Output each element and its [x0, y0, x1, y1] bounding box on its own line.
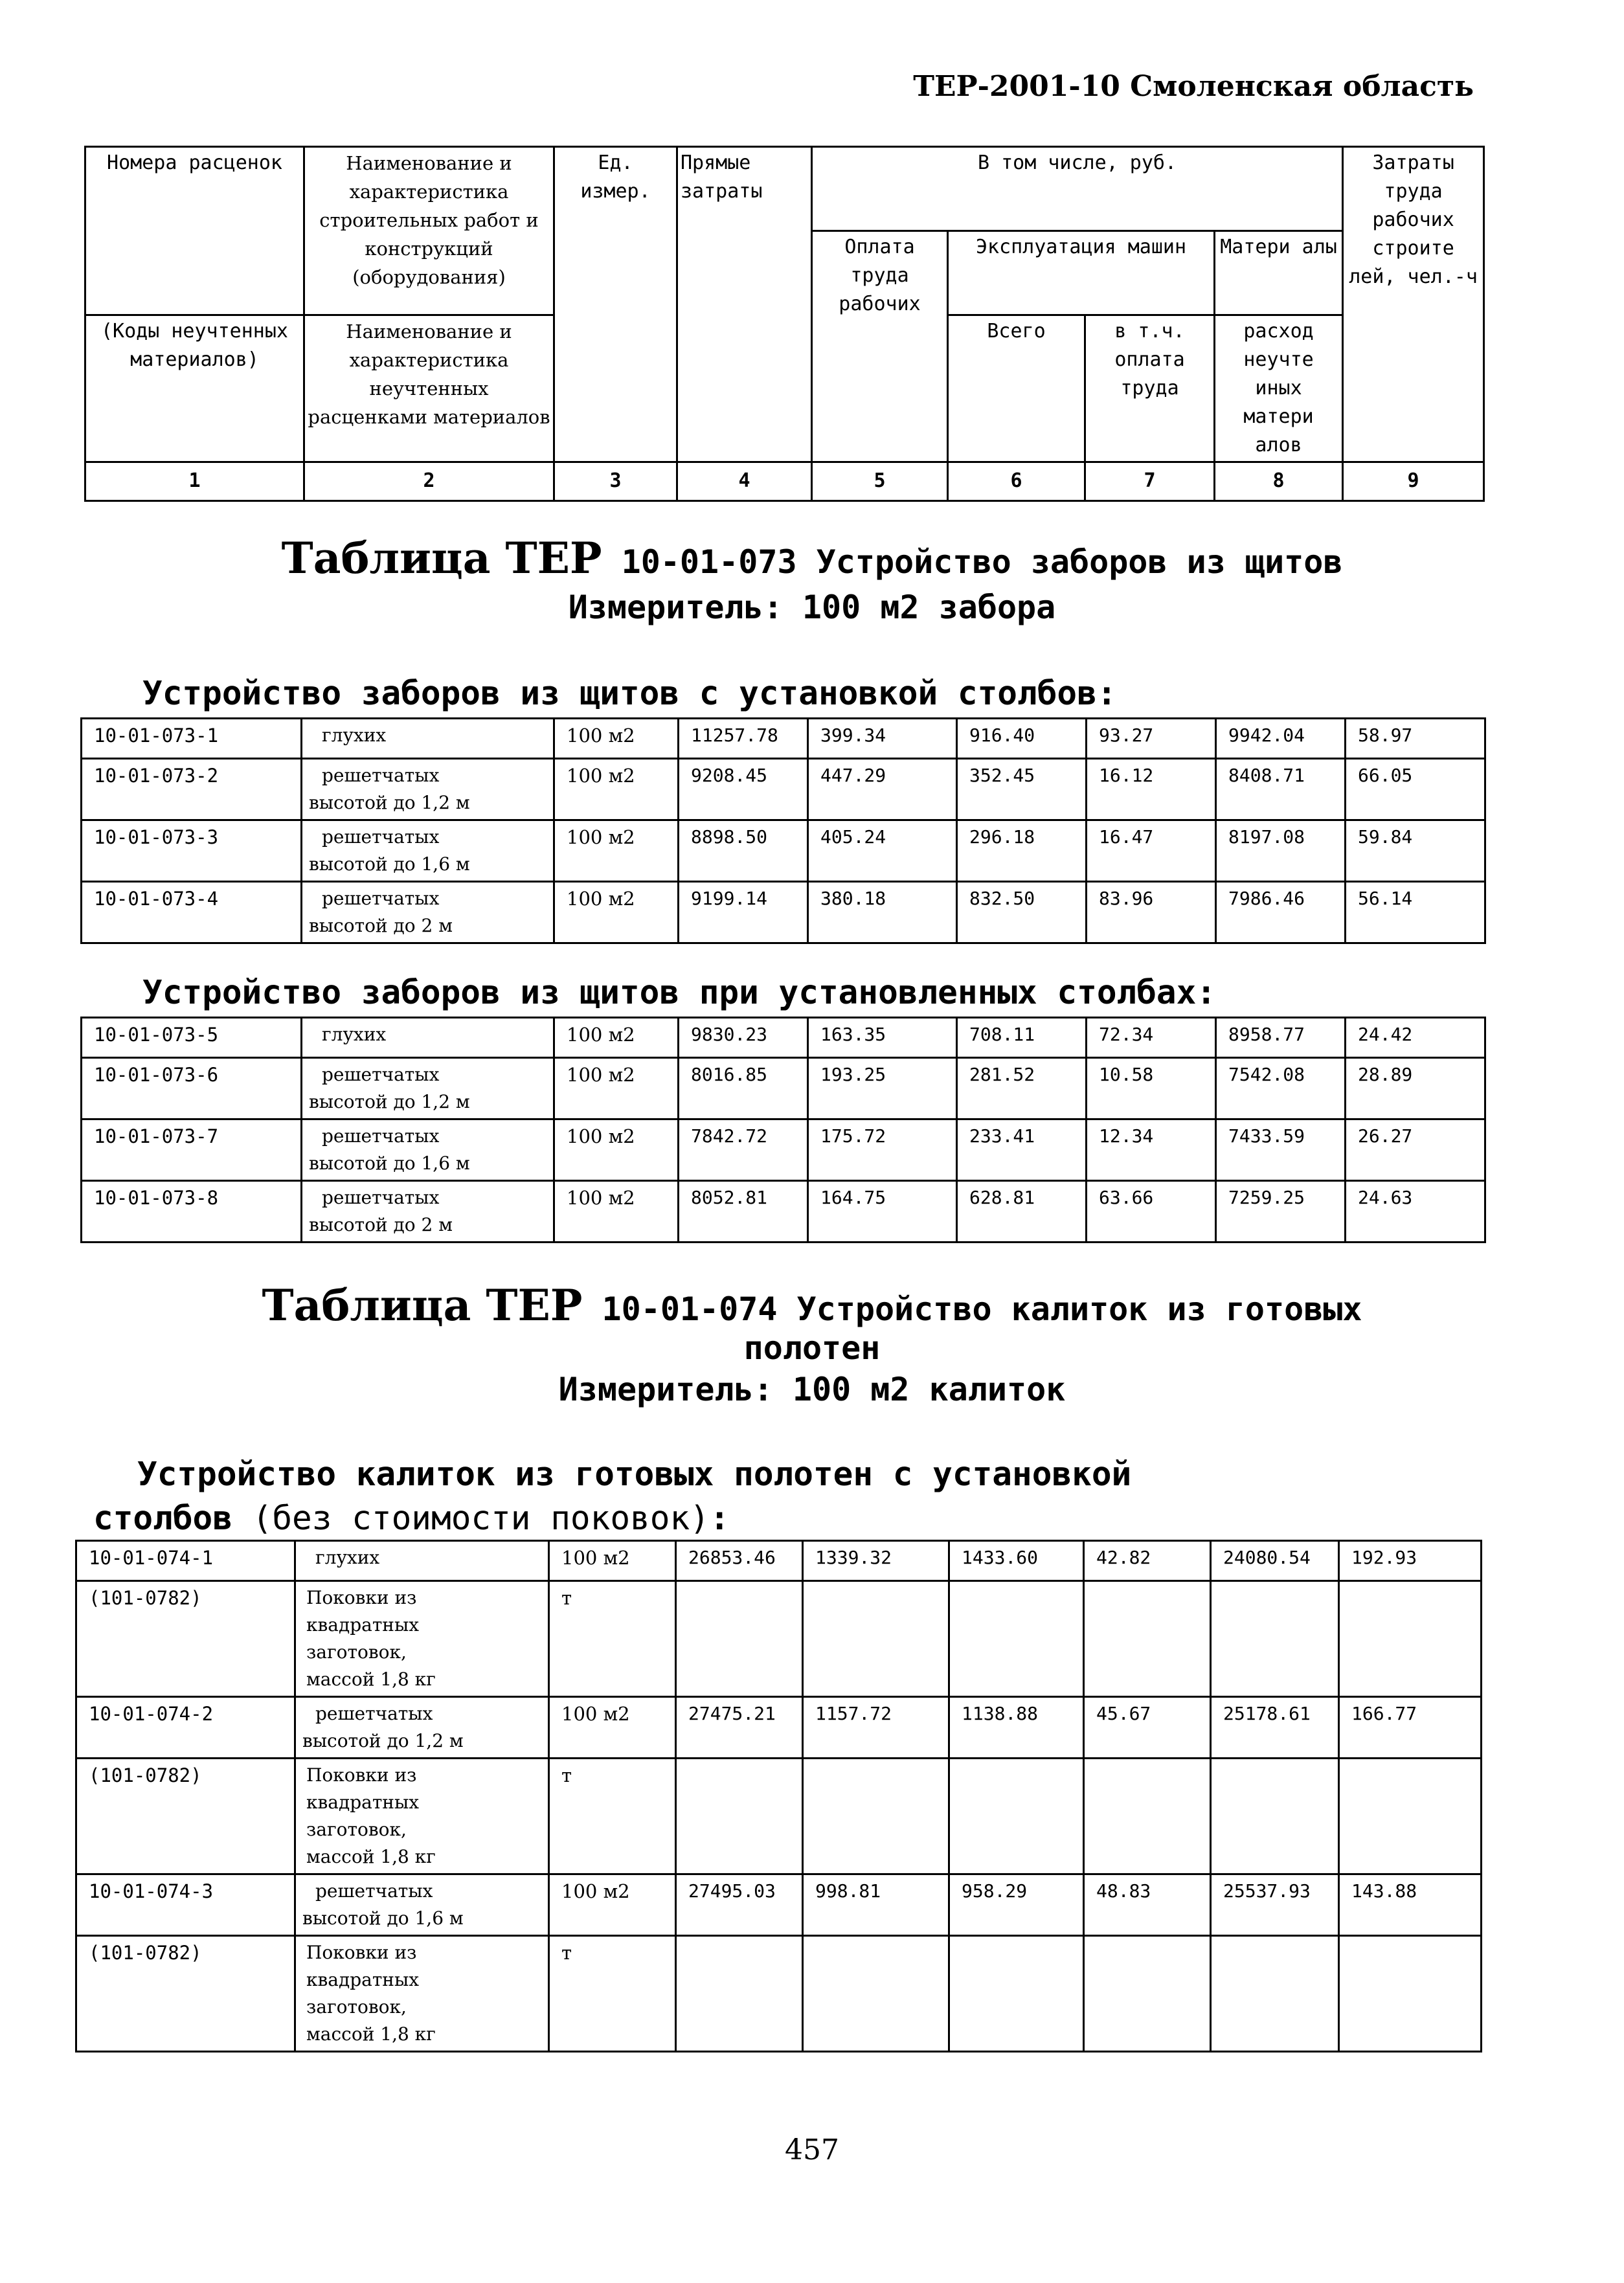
work-name: [302, 759, 554, 820]
machines-total-header: Всего: [948, 315, 1085, 462]
work-name-line: высотой до 1,2 м: [309, 792, 470, 813]
work-name-line: заготовок,: [306, 1819, 407, 1840]
value-cell: 958.29: [949, 1874, 1084, 1936]
value-cell: 175.72: [808, 1119, 957, 1181]
table-row: [82, 820, 1485, 882]
value-cell: 56.14: [1346, 882, 1485, 943]
work-name: [295, 1759, 549, 1874]
value-cell: 164.75: [808, 1181, 957, 1243]
value-cell: 8408.71: [1216, 759, 1346, 820]
unit: 100 м2: [549, 1874, 676, 1936]
work-name-line: массой 1,8 кг: [306, 1669, 436, 1690]
col-number: 2: [304, 462, 554, 501]
value-cell: 1138.88: [949, 1697, 1084, 1759]
work-name: [302, 1058, 554, 1119]
col-number: 6: [948, 462, 1085, 501]
subtitle-bold: столбов: [93, 1500, 232, 1538]
rate-code: 10-01-074-1: [76, 1541, 295, 1581]
value-cell: 405.24: [808, 820, 957, 882]
value-cell: 28.89: [1346, 1058, 1485, 1119]
rate-code: 10-01-073-8: [82, 1181, 302, 1243]
value-cell: [676, 1581, 803, 1697]
unit: т: [549, 1936, 676, 2052]
rate-code: 10-01-073-5: [82, 1018, 302, 1058]
value-cell: 192.93: [1339, 1541, 1482, 1581]
work-name-line: решетчатых: [322, 1187, 440, 1208]
table-row: [76, 1581, 1482, 1697]
value-cell: [949, 1581, 1084, 1697]
value-cell: 26.27: [1346, 1119, 1485, 1181]
value-cell: 9208.45: [679, 759, 808, 820]
unit: 100 м2: [554, 882, 679, 943]
value-cell: 193.25: [808, 1058, 957, 1119]
section3-subtitle-line2: [93, 1498, 730, 1540]
col4: Прямые затраты: [677, 147, 812, 462]
work-name: [302, 1181, 554, 1243]
value-cell: [1339, 1759, 1482, 1874]
in-total-header: В том числе, руб.: [812, 147, 1343, 231]
rate-code: 10-01-073-7: [82, 1119, 302, 1181]
work-name: [295, 1874, 549, 1936]
value-cell: 916.40: [957, 719, 1087, 759]
value-cell: 24.63: [1346, 1181, 1485, 1243]
value-cell: 66.05: [1346, 759, 1485, 820]
work-name-line: высотой до 1,2 м: [309, 1091, 470, 1112]
table-row: [82, 1119, 1485, 1181]
col1-bottom: (Коды неучтенных материалов): [85, 315, 304, 462]
rate-code: 10-01-073-2: [82, 759, 302, 820]
value-cell: 26853.46: [676, 1541, 803, 1581]
work-name: [295, 1581, 549, 1697]
value-cell: 296.18: [957, 820, 1087, 882]
value-cell: 83.96: [1087, 882, 1216, 943]
rate-code: (101-0782): [76, 1759, 295, 1874]
value-cell: [1339, 1936, 1482, 2052]
work-name-line: массой 1,8 кг: [306, 1846, 436, 1867]
work-name-line: высотой до 1,2 м: [302, 1730, 464, 1751]
section3-subtitle-line1: Устройство калиток из готовых полотен с установкой: [137, 1456, 1132, 1494]
rate-code: 10-01-073-1: [82, 719, 302, 759]
materials-sub-header: расход неучте иных матери алов: [1215, 315, 1343, 462]
value-cell: 8958.77: [1216, 1018, 1346, 1058]
work-name-line: высотой до 2 м: [309, 915, 453, 936]
value-cell: 63.66: [1087, 1181, 1216, 1243]
value-cell: [803, 1581, 949, 1697]
table-row: [76, 1697, 1482, 1759]
work-name-line: высотой до 2 м: [309, 1214, 453, 1235]
work-name-line: Поковки из: [306, 1942, 417, 1963]
value-cell: 399.34: [808, 719, 957, 759]
value-cell: 1433.60: [949, 1541, 1084, 1581]
col-number: 3: [554, 462, 677, 501]
col2-bottom: Наименование и характеристика неучтенных расценками материалов: [304, 315, 554, 462]
col3: Ед. измер.: [554, 147, 677, 462]
value-cell: 7986.46: [1216, 882, 1346, 943]
rate-code: 10-01-074-3: [76, 1874, 295, 1936]
table-10-01-073-a: [80, 717, 1486, 944]
section2-subtitle: Устройство заборов из щитов при установленных столбах:: [142, 974, 1217, 1012]
value-cell: 1157.72: [803, 1697, 949, 1759]
col-number: 1: [85, 462, 304, 501]
value-cell: 352.45: [957, 759, 1087, 820]
col-number: 4: [677, 462, 812, 501]
value-cell: [1084, 1581, 1211, 1697]
table-row: [82, 759, 1485, 820]
rate-code: (101-0782): [76, 1936, 295, 2052]
value-cell: [1211, 1581, 1339, 1697]
col2-top: Наименование и характеристика строительных работ и конструкций (оборудования): [304, 147, 554, 315]
work-name: [302, 882, 554, 943]
table-10-01-073-b: [80, 1017, 1486, 1243]
value-cell: 93.27: [1087, 719, 1216, 759]
rate-code: (101-0782): [76, 1581, 295, 1697]
value-cell: 59.84: [1346, 820, 1485, 882]
value-cell: [1211, 1759, 1339, 1874]
subtitle-colon: :: [709, 1500, 730, 1538]
header-table: [84, 146, 1485, 502]
work-name-line: высотой до 1,6 м: [302, 1907, 464, 1929]
work-name-line: Поковки из: [306, 1764, 417, 1786]
rate-code: 10-01-073-3: [82, 820, 302, 882]
value-cell: 9830.23: [679, 1018, 808, 1058]
col-number: 7: [1085, 462, 1215, 501]
work-name-line: решетчатых: [322, 1064, 440, 1085]
unit: 100 м2: [554, 1119, 679, 1181]
work-name-line: квадратных: [306, 1792, 420, 1813]
work-name-line: квадратных: [306, 1969, 420, 1990]
work-name-line: решетчатых: [322, 826, 440, 848]
value-cell: 7259.25: [1216, 1181, 1346, 1243]
value-cell: [803, 1936, 949, 2052]
table-row: [82, 719, 1485, 759]
value-cell: 9942.04: [1216, 719, 1346, 759]
value-cell: 8052.81: [679, 1181, 808, 1243]
value-cell: [949, 1936, 1084, 2052]
value-cell: 380.18: [808, 882, 957, 943]
materials-header: Матери алы: [1215, 231, 1343, 315]
value-cell: [1211, 1936, 1339, 2052]
value-cell: 10.58: [1087, 1058, 1216, 1119]
value-cell: 7542.08: [1216, 1058, 1346, 1119]
work-name-line: решетчатых: [315, 1880, 433, 1902]
work-name-line: решетчатых: [322, 888, 440, 909]
value-cell: 143.88: [1339, 1874, 1482, 1936]
section3-title: [0, 1280, 1624, 1331]
section3-title-prefix: Таблица ТЕР: [262, 1280, 583, 1331]
work-name-line: решетчатых: [322, 765, 440, 786]
value-cell: 628.81: [957, 1181, 1087, 1243]
value-cell: [803, 1759, 949, 1874]
section3-title-rest: 10-01-074 Устройство калиток из готовых: [602, 1290, 1362, 1328]
work-name-line: глухих: [322, 725, 387, 746]
unit: 100 м2: [554, 1181, 679, 1243]
rate-code: 10-01-074-2: [76, 1697, 295, 1759]
table-10-01-074: [75, 1540, 1482, 2052]
unit: 100 м2: [554, 820, 679, 882]
value-cell: 8197.08: [1216, 820, 1346, 882]
value-cell: 48.83: [1084, 1874, 1211, 1936]
section1-title: [0, 533, 1624, 583]
value-cell: [1084, 1759, 1211, 1874]
value-cell: [676, 1936, 803, 2052]
value-cell: 7433.59: [1216, 1119, 1346, 1181]
value-cell: 7842.72: [679, 1119, 808, 1181]
work-name-line: массой 1,8 кг: [306, 2023, 436, 2045]
work-name-line: Поковки из: [306, 1587, 417, 1608]
value-cell: 163.35: [808, 1018, 957, 1058]
value-cell: 166.77: [1339, 1697, 1482, 1759]
page-header: ТЕР-2001-10 Смоленская область: [913, 70, 1474, 103]
col1-top: Номера расценок: [85, 147, 304, 315]
work-name: [295, 1697, 549, 1759]
unit: 100 м2: [549, 1541, 676, 1581]
value-cell: 58.97: [1346, 719, 1485, 759]
rate-code: 10-01-073-4: [82, 882, 302, 943]
work-name-line: высотой до 1,6 м: [309, 1153, 470, 1174]
table-row: [82, 882, 1485, 943]
work-name-line: глухих: [315, 1547, 380, 1568]
work-name: [295, 1936, 549, 2052]
table-row: [82, 1018, 1485, 1058]
value-cell: 27495.03: [676, 1874, 803, 1936]
work-name: [295, 1541, 549, 1581]
section1-title-prefix: Таблица ТЕР: [281, 533, 602, 583]
value-cell: 9199.14: [679, 882, 808, 943]
unit: 100 м2: [554, 1018, 679, 1058]
work-name: [302, 1018, 554, 1058]
value-cell: 281.52: [957, 1058, 1087, 1119]
value-cell: 998.81: [803, 1874, 949, 1936]
work-name: [302, 1119, 554, 1181]
rate-code: 10-01-073-6: [82, 1058, 302, 1119]
value-cell: 12.34: [1087, 1119, 1216, 1181]
machines-incl-header: в т.ч. оплата труда: [1085, 315, 1215, 462]
value-cell: 45.67: [1084, 1697, 1211, 1759]
value-cell: 708.11: [957, 1018, 1087, 1058]
work-name-line: заготовок,: [306, 1996, 407, 2018]
value-cell: 832.50: [957, 882, 1087, 943]
section1-measure: Измеритель: 100 м2 забора: [568, 589, 1056, 626]
table-row: [82, 1181, 1485, 1243]
table-row: [82, 1058, 1485, 1119]
value-cell: 24080.54: [1211, 1541, 1339, 1581]
col-number: 8: [1215, 462, 1343, 501]
section1-title-rest: 10-01-073 Устройство заборов из щитов: [621, 543, 1343, 581]
value-cell: 11257.78: [679, 719, 808, 759]
value-cell: 8016.85: [679, 1058, 808, 1119]
section3-title-line2: полотен: [743, 1329, 881, 1367]
labor-pay-header: Оплата труда рабочих: [812, 231, 948, 462]
unit: 100 м2: [554, 719, 679, 759]
value-cell: 27475.21: [676, 1697, 803, 1759]
value-cell: 233.41: [957, 1119, 1087, 1181]
work-name-line: решетчатых: [322, 1125, 440, 1147]
value-cell: 1339.32: [803, 1541, 949, 1581]
value-cell: [1084, 1936, 1211, 2052]
table-row: [76, 1874, 1482, 1936]
work-name: [302, 820, 554, 882]
labor-cost-header: Затраты труда рабочих строите лей, чел.-ч: [1343, 147, 1484, 462]
value-cell: [949, 1759, 1084, 1874]
work-name: [302, 719, 554, 759]
value-cell: 447.29: [808, 759, 957, 820]
value-cell: 16.12: [1087, 759, 1216, 820]
section1-subtitle: Устройство заборов из щитов с установкой столбов:: [142, 675, 1117, 713]
unit: 100 м2: [549, 1697, 676, 1759]
work-name-line: заготовок,: [306, 1641, 407, 1663]
col-number: 5: [812, 462, 948, 501]
col-number: 9: [1343, 462, 1484, 501]
page-number: 457: [785, 2133, 839, 2166]
value-cell: [676, 1759, 803, 1874]
work-name-line: квадратных: [306, 1614, 420, 1636]
work-name-line: решетчатых: [315, 1703, 433, 1724]
value-cell: 24.42: [1346, 1018, 1485, 1058]
table-row: [76, 1936, 1482, 2052]
machines-header: Эксплуатация машин: [948, 231, 1215, 315]
unit: т: [549, 1759, 676, 1874]
unit: 100 м2: [554, 759, 679, 820]
value-cell: 16.47: [1087, 820, 1216, 882]
value-cell: 8898.50: [679, 820, 808, 882]
value-cell: 42.82: [1084, 1541, 1211, 1581]
work-name-line: высотой до 1,6 м: [309, 853, 470, 875]
unit: т: [549, 1581, 676, 1697]
unit: 100 м2: [554, 1058, 679, 1119]
subtitle-normal: (без стоимости поковок): [232, 1500, 710, 1538]
table-row: [76, 1541, 1482, 1581]
work-name-line: глухих: [322, 1024, 387, 1045]
value-cell: 72.34: [1087, 1018, 1216, 1058]
value-cell: [1339, 1581, 1482, 1697]
value-cell: 25537.93: [1211, 1874, 1339, 1936]
section3-measure: Измеритель: 100 м2 калиток: [558, 1371, 1066, 1408]
table-row: [76, 1759, 1482, 1874]
value-cell: 25178.61: [1211, 1697, 1339, 1759]
